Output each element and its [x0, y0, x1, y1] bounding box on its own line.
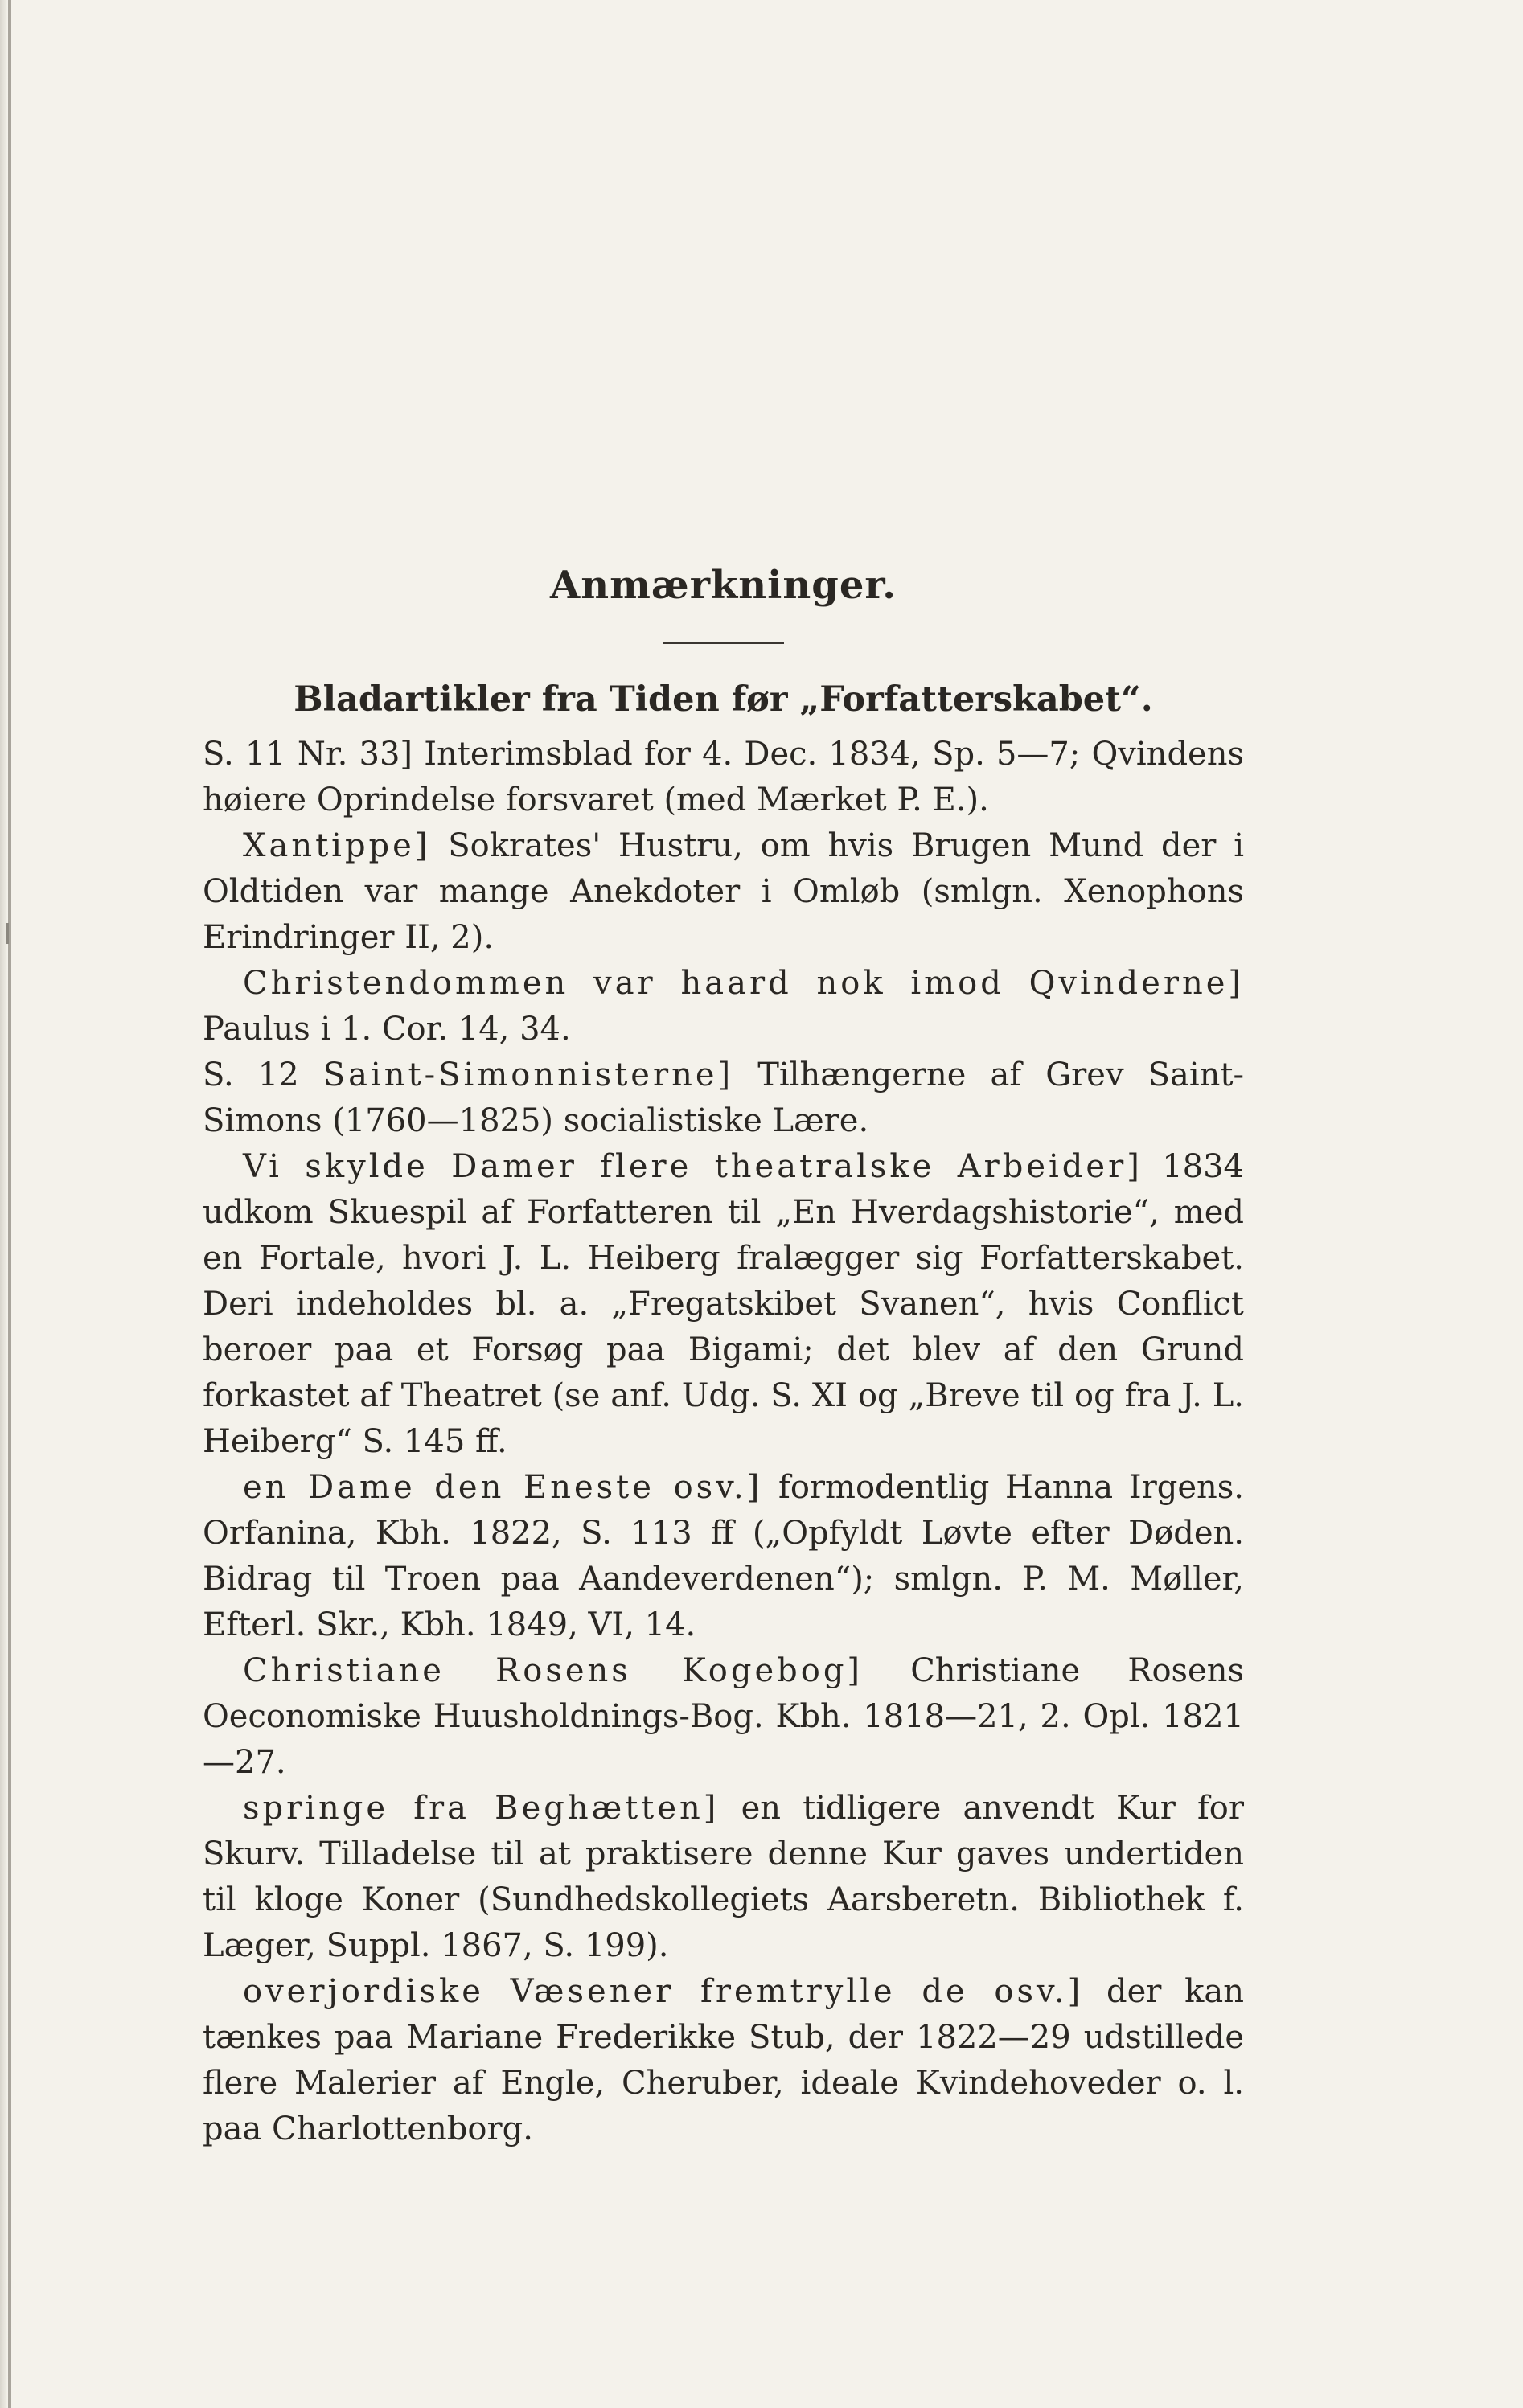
note-4: [203, 1052, 1244, 1144]
note-7: [203, 1648, 1244, 1786]
note-3: [203, 961, 1244, 1052]
note-text: 1834 udkom Skuespil af Forfatteren til „En Hverdagshistorie“, med en Fortale, hvori J. L. Heiberg fralægger sig Forfatterskabet. Deri indeholdes bl. a. „Fregatskibet Svanen“, hvis Conflict beroer paa et Forsøg paa Bigami; det blev af den Grund forkastet af Theatret (se anf. Udg. S. XI og „Breve til og fra J. L. Heiberg“ S. 145 ff.: [203, 1148, 1244, 1461]
note-lemma: Xantippe]: [243, 827, 431, 865]
title-rule: [663, 642, 784, 644]
note-lemma: Christiane Rosens Kogebog]: [243, 1652, 864, 1690]
note-text: Tilhængerne af Grev Saint-Simons (1760—1825) socialistiske Lære.: [203, 1056, 1245, 1140]
note-lemma: Saint-Simonnisterne]: [322, 1056, 734, 1094]
note-text: Sokrates' Hustru, om hvis Brugen Mund der i Oldtiden var mange Anekdoter i Omløb (smlgn. Xenophons Erindringer II, 2).: [203, 827, 1245, 957]
note-text: formodentlig Hanna Irgens. Orfanina, Kbh. 1822, S. 113 ff („Opfyldt Løvte efter Døden. Bidrag til Troen paa Aandeverdenen“); smlgn. P. M. Møller, Efterl. Skr., Kbh. 1849, VI, 14.: [203, 1469, 1244, 1644]
notes-list: [203, 732, 1244, 2152]
spine-shadow: [0, 0, 8, 2408]
note-1: [203, 732, 1244, 823]
note-lemma: Vi skylde Damer flere theatralske Arbeider]: [243, 1148, 1143, 1186]
margin-mark: [6, 923, 9, 944]
section-title: Bladartikler fra Tiden før „Forfatterskabet“.: [294, 679, 1153, 720]
note-2: [203, 823, 1244, 961]
note-lemma: springe fra Beghætten]: [243, 1790, 720, 1828]
spine-line: [8, 0, 11, 2408]
page-title: Anmærkninger.: [549, 563, 897, 608]
note-text: Christiane Rosens Oeconomiske Huusholdnings-Bog. Kbh. 1818—21, 2. Opl. 1821—27.: [203, 1652, 1245, 1782]
note-lemma: overjordiske Væsener fremtrylle de osv.]: [243, 1973, 1084, 2011]
note-text: Paulus i 1. Cor. 14, 34.: [203, 1011, 571, 1048]
note-ref: S. 11 Nr. 33]: [203, 736, 413, 773]
note-9: [203, 1969, 1244, 2152]
note-lemma: Christendommen var haard nok imod Qvinderne]: [243, 965, 1244, 1003]
note-text: en tidligere anvendt Kur for Skurv. Tilladelse til at praktisere denne Kur gaves undertiden til kloge Koner (Sundhedskollegiets Aarsberetn. Bibliothek f. Læger, Suppl. 1867, S. 199).: [203, 1790, 1245, 1965]
note-ref: S. 12: [203, 1056, 299, 1094]
note-text: Interimsblad for 4. Dec. 1834, Sp. 5—7; Qvindens høiere Oprindelse forsvaret (med Mærket P. E.).: [203, 736, 1245, 819]
note-6: [203, 1465, 1244, 1648]
note-text: der kan tænkes paa Mariane Frederikke Stub, der 1822—29 udstillede flere Malerier af Engle, Cheruber, ideale Kvindehoveder o. l. paa Charlottenborg.: [203, 1973, 1244, 2148]
note-8: [203, 1786, 1244, 1969]
note-lemma: en Dame den Eneste osv.]: [243, 1469, 763, 1507]
page-content: [203, 563, 1244, 2152]
note-5: [203, 1144, 1244, 1465]
